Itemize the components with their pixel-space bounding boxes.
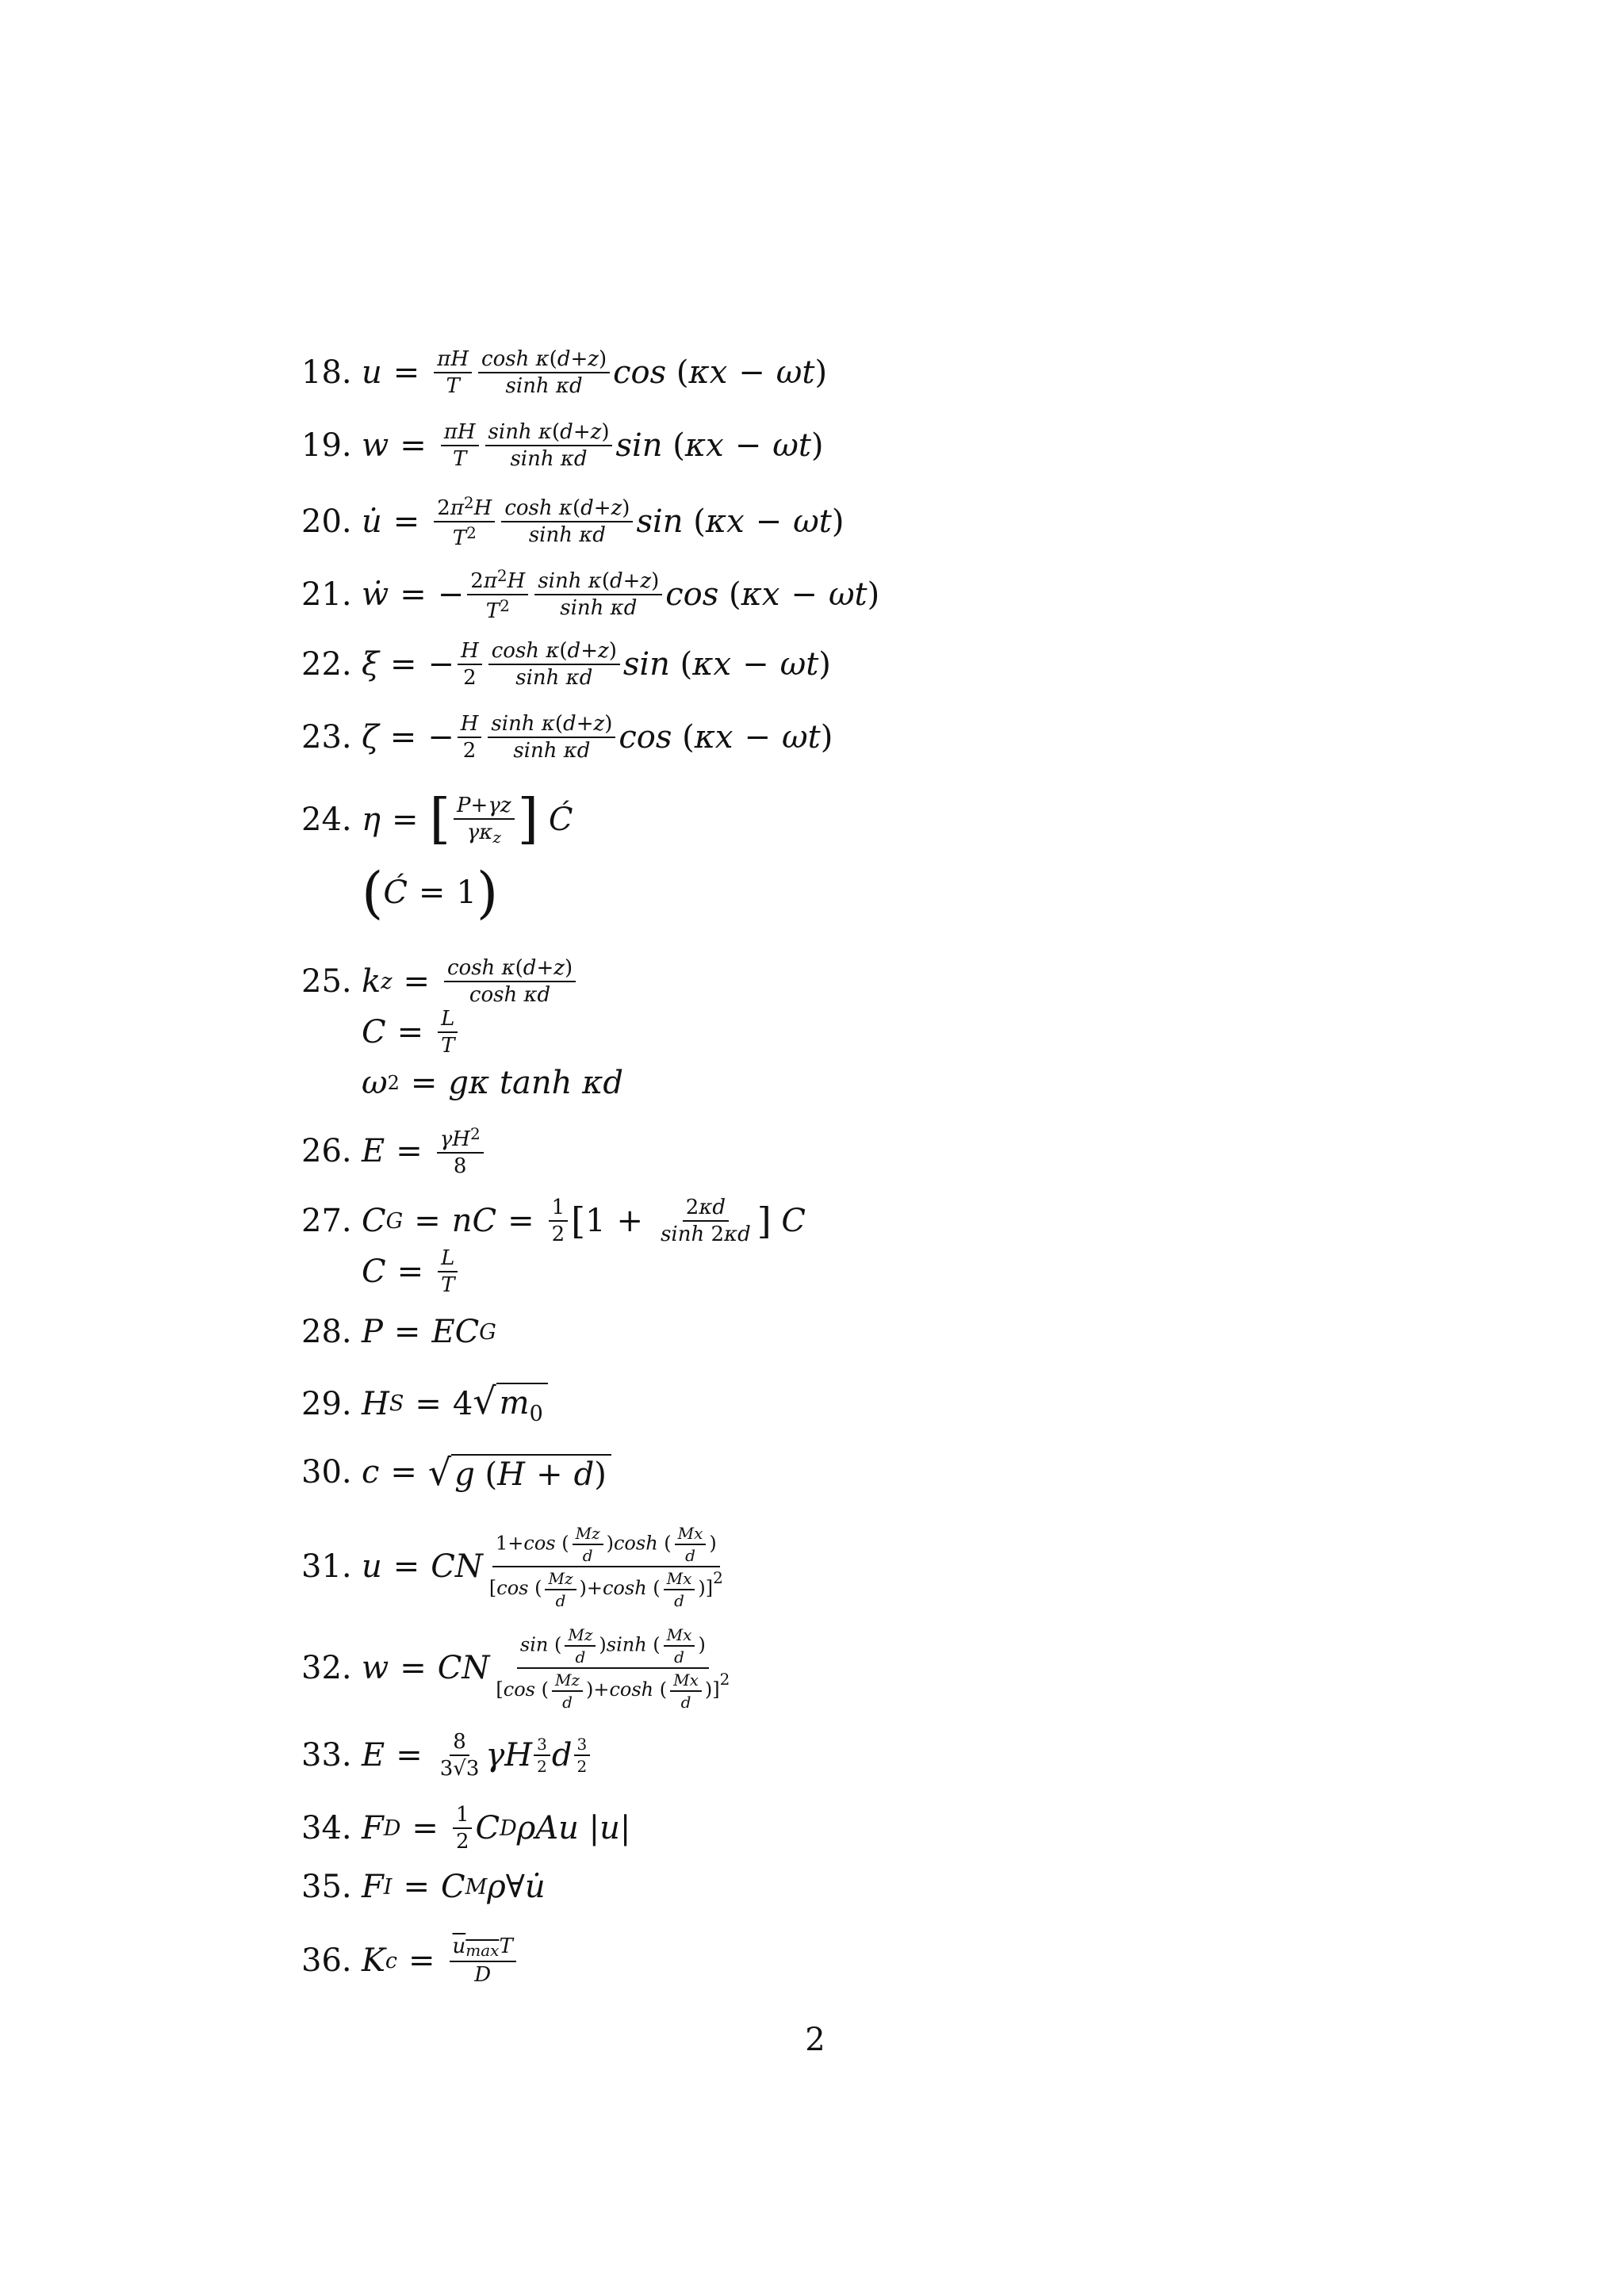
equation-22: 22. ξ = − $\frac{H}{2}$ $\frac{\text{cosh κ(d+z)}}{\text{sinh κd}}$ sin ( κx − ωt ) bbox=[301, 639, 831, 690]
equation-25-dispersion: ω 2 = gκ tanh κd bbox=[362, 1065, 623, 1101]
equation-number: 31. bbox=[301, 1548, 352, 1586]
equation-21: 21. ẇ = − $\frac{2\pi^2H}{T^2}$ $\frac{\text{sinh κ(d+z)}}{\text{sinh κd}}$ cos ( κx − ωt ) bbox=[301, 566, 880, 623]
equation-number: 28. bbox=[301, 1314, 352, 1350]
equation-number: 35. bbox=[301, 1869, 352, 1905]
equation-23: 23. ζ = − $\frac{H}{2}$ $\frac{\text{sinh κ(d+z)}}{\text{sinh κd}}$ cos ( κx − ωt ) bbox=[301, 712, 833, 763]
equation-number: 20. bbox=[301, 503, 352, 540]
equation-27-celerity: C = $\frac{L}{T}$ bbox=[362, 1248, 461, 1295]
equation-number: 27. bbox=[301, 1203, 352, 1239]
page-number: 2 bbox=[805, 2022, 825, 2058]
equation-35: 35. F I = C M ρ ∀ u̇ bbox=[301, 1869, 546, 1905]
equation-18: 18. u = $\frac{\pi H}{T}$ $\frac{\text{cosh κ(d+z)}}{\text{sinh κd}}$ cos ( κx − ωt ) bbox=[301, 347, 828, 398]
equation-number: 30. bbox=[301, 1454, 352, 1490]
equation-number: 22. bbox=[301, 646, 352, 683]
equation-20: 20. u̇ = $\frac{2\pi^2H}{T^2}$ $\frac{\text{cosh κ(d+z)}}{\text{sinh κd}}$ sin ( κx − ωt ) bbox=[301, 493, 845, 550]
equation-31: 31. u = CN 1+cos ( $\frac{Mz}{d}$ )cosh ( $\frac{Mx}{d}$ ) [cos ( $\frac{Mz}{d}$ )+cosh ( $\frac{Mx}{d}$ )]$^2$ bbox=[301, 1524, 723, 1610]
equation-25-celerity: C = $\frac{L}{T}$ bbox=[362, 1008, 461, 1056]
equation-number: 23. bbox=[301, 719, 352, 756]
equation-number: 26. bbox=[301, 1133, 352, 1169]
equation-number: 19. bbox=[301, 427, 352, 464]
equation-number: 34. bbox=[301, 1810, 352, 1846]
equation-34: 34. F D = $\frac{1}{2}$ C D ρAu | u | bbox=[301, 1803, 631, 1854]
equation-number: 18. bbox=[301, 354, 352, 391]
equation-number: 25. bbox=[301, 963, 352, 1000]
equation-29: 29. H S = 4 √ $m_0$ bbox=[301, 1383, 548, 1425]
equation-32: 32. w = CN sin ( $\frac{Mz}{d}$ )sinh ( $\frac{Mx}{d}$ ) [cos ( $\frac{Mz}{d}$ )+cosh ( $\frac{Mx}{d}$ )]$^2$ bbox=[301, 1625, 730, 1712]
equation-number: 36. bbox=[301, 1942, 352, 1979]
equation-30: 30. c = √ g (H + d) bbox=[301, 1454, 611, 1490]
equation-number: 21. bbox=[301, 576, 352, 613]
equation-number: 24. bbox=[301, 802, 352, 838]
equation-27: 27. C G = nC = $\frac{1}{2}$ [ 1 + $\frac{2\kappa d}{\sinh 2\kappa d}$ ] C bbox=[301, 1196, 806, 1246]
equation-19: 19. w = $\frac{\pi H}{T}$ $\frac{\text{sinh κ(d+z)}}{\text{sinh κd}}$ sin ( κx − ωt ) bbox=[301, 420, 824, 471]
equation-24: 24. η = [ $\frac{P+\gamma z}{\text{γκz}}$ ] Ć bbox=[301, 788, 573, 851]
equation-number: 32. bbox=[301, 1650, 352, 1687]
equation-number: 29. bbox=[301, 1385, 352, 1422]
equation-25: 25. k z = $\frac{\text{cosh κ(d+z)}}{\text{cosh κd}}$ bbox=[301, 958, 579, 1005]
equation-26: 26. E = $\frac{\gamma H^2}{8}$ bbox=[301, 1126, 487, 1177]
equation-28: 28. P = EC G bbox=[301, 1314, 496, 1350]
equation-24-condition: ( Ć = 1 ) bbox=[362, 860, 499, 925]
equation-36: 36. K c = $\frac{umaxT}{D}$ bbox=[301, 1936, 519, 1985]
equation-33: 33. E = $\frac{8}{3√3}$ γH $\frac{3}{2}$ d $\frac{3}{2}$ bbox=[301, 1732, 592, 1779]
equation-number: 33. bbox=[301, 1737, 352, 1774]
